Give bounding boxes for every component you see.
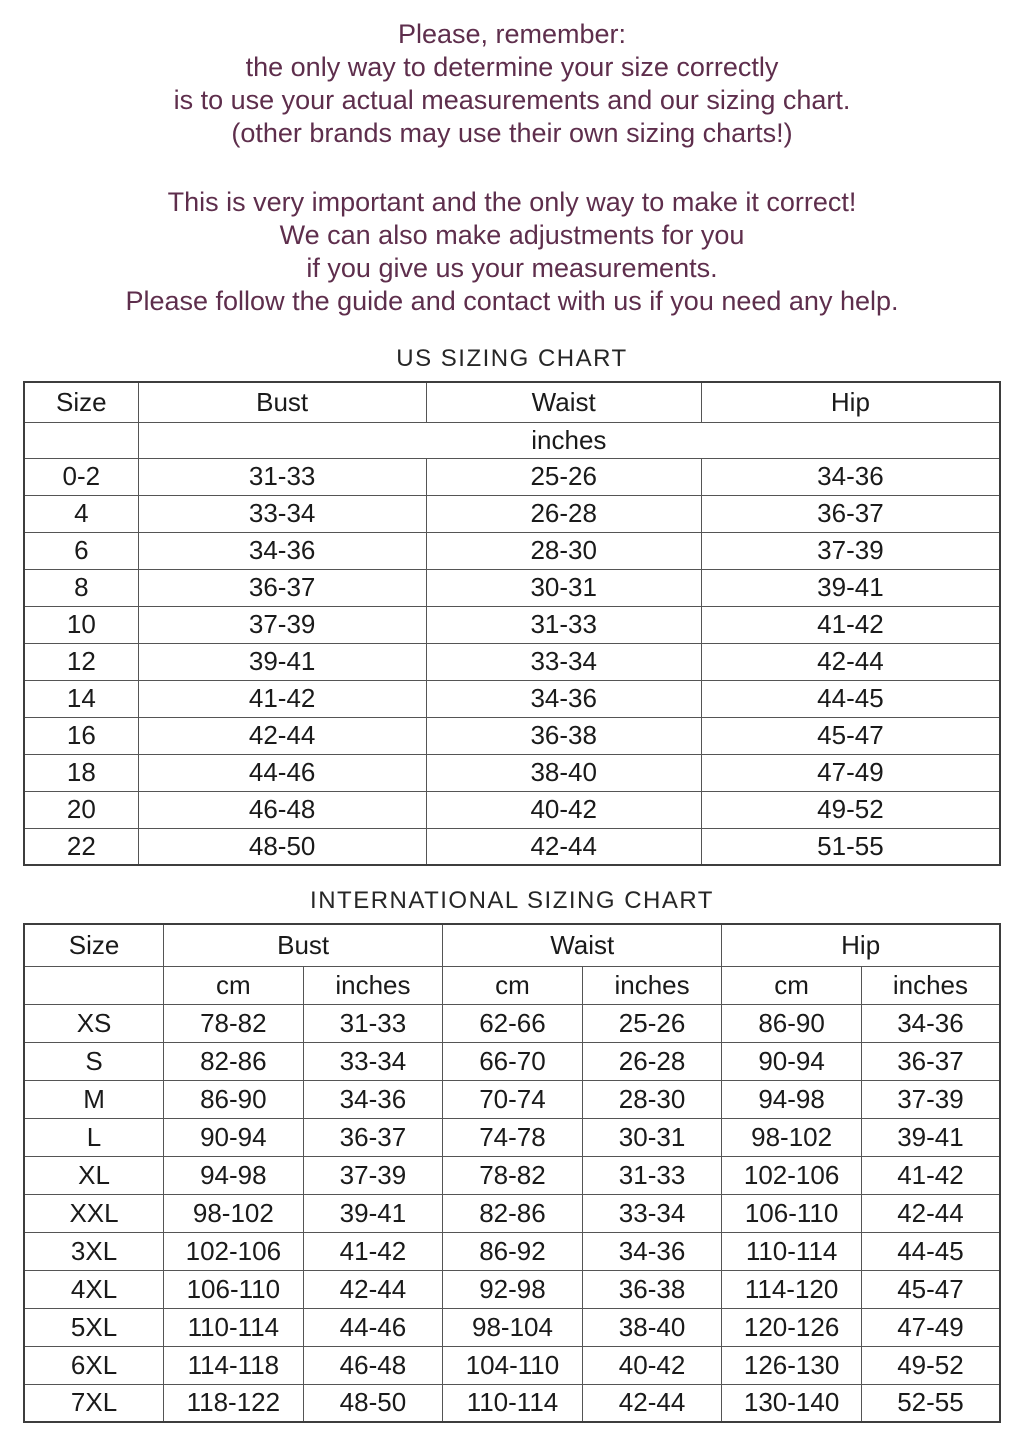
- measurement-cell: 98-104: [443, 1308, 583, 1346]
- size-cell: 6XL: [24, 1346, 164, 1384]
- measurement-cell: 44-46: [138, 754, 426, 791]
- size-cell: 22: [24, 828, 138, 865]
- measurement-cell: 102-106: [722, 1156, 862, 1194]
- column-header-waist: Waist: [443, 924, 722, 966]
- size-cell: L: [24, 1118, 164, 1156]
- measurement-cell: 39-41: [701, 569, 1000, 606]
- us-chart-title: US SIZING CHART: [396, 345, 628, 372]
- units-label-cm: cm: [722, 966, 862, 1004]
- table-row: [24, 1042, 1000, 1080]
- measurement-cell: 28-30: [582, 1080, 722, 1118]
- measurement-cell: 106-110: [722, 1194, 862, 1232]
- table-row: [24, 1308, 1000, 1346]
- table-row: [24, 1384, 1000, 1422]
- measurement-cell: 41-42: [138, 680, 426, 717]
- units-label-inches: inches: [861, 966, 1000, 1004]
- column-header-size: Size: [24, 382, 138, 422]
- intl-sizing-table: [23, 923, 1001, 1423]
- measurement-cell: 90-94: [164, 1118, 304, 1156]
- measurement-cell: 33-34: [426, 643, 701, 680]
- measurement-cell: 78-82: [164, 1004, 304, 1042]
- column-header-bust: Bust: [138, 382, 426, 422]
- measurement-cell: 126-130: [722, 1346, 862, 1384]
- measurement-cell: 110-114: [443, 1384, 583, 1422]
- measurement-cell: 42-44: [426, 828, 701, 865]
- measurement-cell: 44-45: [861, 1232, 1000, 1270]
- column-header-waist: Waist: [426, 382, 701, 422]
- measurement-cell: 34-36: [701, 458, 1000, 495]
- measurement-cell: 114-118: [164, 1346, 304, 1384]
- table-row: [24, 458, 1000, 495]
- measurement-cell: 42-44: [861, 1194, 1000, 1232]
- size-cell: 10: [24, 606, 138, 643]
- table-row: [24, 495, 1000, 532]
- measurement-cell: 94-98: [722, 1080, 862, 1118]
- measurement-cell: 25-26: [582, 1004, 722, 1042]
- size-cell: 7XL: [24, 1384, 164, 1422]
- measurement-cell: 45-47: [701, 717, 1000, 754]
- measurement-cell: 70-74: [443, 1080, 583, 1118]
- measurement-cell: 25-26: [426, 458, 701, 495]
- size-cell: XS: [24, 1004, 164, 1042]
- size-cell: 6: [24, 532, 138, 569]
- size-cell: 3XL: [24, 1232, 164, 1270]
- table-row: [24, 1270, 1000, 1308]
- us-sizing-table: [23, 381, 1001, 866]
- intro-line: (other brands may use their own sizing charts!): [231, 118, 793, 148]
- measurement-cell: 34-36: [426, 680, 701, 717]
- table-row: [24, 1004, 1000, 1042]
- measurement-cell: 114-120: [722, 1270, 862, 1308]
- intro-line: This is very important and the only way to make it correct!: [167, 187, 857, 217]
- measurement-cell: 30-31: [426, 569, 701, 606]
- measurement-cell: 26-28: [426, 495, 701, 532]
- measurement-cell: 39-41: [138, 643, 426, 680]
- measurement-cell: 37-39: [303, 1156, 443, 1194]
- table-row: [24, 1232, 1000, 1270]
- measurement-cell: 37-39: [138, 606, 426, 643]
- table-row: [24, 1080, 1000, 1118]
- measurement-cell: 31-33: [426, 606, 701, 643]
- measurement-cell: 31-33: [138, 458, 426, 495]
- size-cell: M: [24, 1080, 164, 1118]
- measurement-cell: 82-86: [443, 1194, 583, 1232]
- size-cell: 12: [24, 643, 138, 680]
- table-row: [24, 828, 1000, 865]
- intro-line: Please, remember:: [397, 19, 627, 49]
- size-cell: 14: [24, 680, 138, 717]
- measurement-cell: 74-78: [443, 1118, 583, 1156]
- measurement-cell: 110-114: [722, 1232, 862, 1270]
- units-label-inches: inches: [303, 966, 443, 1004]
- measurement-cell: 33-34: [582, 1194, 722, 1232]
- measurement-cell: 40-42: [426, 791, 701, 828]
- intl-table-units-row: [24, 966, 1000, 1004]
- measurement-cell: 30-31: [582, 1118, 722, 1156]
- units-label-cm: cm: [443, 966, 583, 1004]
- measurement-cell: 37-39: [701, 532, 1000, 569]
- table-row: [24, 1194, 1000, 1232]
- units-label: inches: [138, 422, 1000, 458]
- measurement-cell: 110-114: [164, 1308, 304, 1346]
- measurement-cell: 66-70: [443, 1042, 583, 1080]
- measurement-cell: 48-50: [303, 1384, 443, 1422]
- measurement-cell: 47-49: [701, 754, 1000, 791]
- measurement-cell: 78-82: [443, 1156, 583, 1194]
- us-table-units-row: [24, 422, 1000, 458]
- measurement-cell: 34-36: [582, 1232, 722, 1270]
- measurement-cell: 82-86: [164, 1042, 304, 1080]
- measurement-cell: 31-33: [582, 1156, 722, 1194]
- measurement-cell: 98-102: [722, 1118, 862, 1156]
- measurement-cell: 120-126: [722, 1308, 862, 1346]
- table-row: [24, 1346, 1000, 1384]
- measurement-cell: 31-33: [303, 1004, 443, 1042]
- measurement-cell: 41-42: [701, 606, 1000, 643]
- measurement-cell: 36-37: [861, 1042, 1000, 1080]
- column-header-hip: Hip: [722, 924, 1000, 966]
- table-row: [24, 717, 1000, 754]
- measurement-cell: 48-50: [138, 828, 426, 865]
- size-cell: 4: [24, 495, 138, 532]
- measurement-cell: 102-106: [164, 1232, 304, 1270]
- column-header-bust: Bust: [164, 924, 443, 966]
- measurement-cell: 42-44: [138, 717, 426, 754]
- size-cell: S: [24, 1042, 164, 1080]
- intro-paragraph-1: [0, 0, 1024, 150]
- size-cell: XL: [24, 1156, 164, 1194]
- measurement-cell: 36-38: [426, 717, 701, 754]
- intro-paragraph-2: [0, 186, 1024, 318]
- table-row: [24, 1156, 1000, 1194]
- size-cell: 16: [24, 717, 138, 754]
- size-cell: XXL: [24, 1194, 164, 1232]
- measurement-cell: 39-41: [861, 1118, 1000, 1156]
- measurement-cell: 36-37: [138, 569, 426, 606]
- size-cell: 8: [24, 569, 138, 606]
- size-cell: 4XL: [24, 1270, 164, 1308]
- size-cell: 0-2: [24, 458, 138, 495]
- measurement-cell: 36-38: [582, 1270, 722, 1308]
- measurement-cell: 90-94: [722, 1042, 862, 1080]
- measurement-cell: 47-49: [861, 1308, 1000, 1346]
- measurement-cell: 33-34: [303, 1042, 443, 1080]
- measurement-cell: 44-45: [701, 680, 1000, 717]
- measurement-cell: 49-52: [861, 1346, 1000, 1384]
- measurement-cell: 33-34: [138, 495, 426, 532]
- table-row: [24, 643, 1000, 680]
- measurement-cell: 34-36: [861, 1004, 1000, 1042]
- units-label-cm: cm: [164, 966, 304, 1004]
- empty-cell: [24, 966, 164, 1004]
- measurement-cell: 46-48: [138, 791, 426, 828]
- measurement-cell: 40-42: [582, 1346, 722, 1384]
- measurement-cell: 38-40: [426, 754, 701, 791]
- us-table-header-row: [24, 382, 1000, 422]
- measurement-cell: 38-40: [582, 1308, 722, 1346]
- measurement-cell: 45-47: [861, 1270, 1000, 1308]
- table-row: [24, 754, 1000, 791]
- measurement-cell: 26-28: [582, 1042, 722, 1080]
- measurement-cell: 106-110: [164, 1270, 304, 1308]
- table-row: [24, 532, 1000, 569]
- measurement-cell: 41-42: [303, 1232, 443, 1270]
- measurement-cell: 42-44: [701, 643, 1000, 680]
- table-row: [24, 1118, 1000, 1156]
- table-row: [24, 569, 1000, 606]
- measurement-cell: 36-37: [303, 1118, 443, 1156]
- measurement-cell: 41-42: [861, 1156, 1000, 1194]
- measurement-cell: 92-98: [443, 1270, 583, 1308]
- units-label-inches: inches: [582, 966, 722, 1004]
- measurement-cell: 42-44: [303, 1270, 443, 1308]
- measurement-cell: 28-30: [426, 532, 701, 569]
- size-cell: 5XL: [24, 1308, 164, 1346]
- measurement-cell: 98-102: [164, 1194, 304, 1232]
- measurement-cell: 37-39: [861, 1080, 1000, 1118]
- intro-line: the only way to determine your size correctly: [245, 52, 779, 82]
- intro-line: is to use your actual measurements and our sizing chart.: [173, 85, 851, 115]
- measurement-cell: 39-41: [303, 1194, 443, 1232]
- measurement-cell: 44-46: [303, 1308, 443, 1346]
- measurement-cell: 118-122: [164, 1384, 304, 1422]
- measurement-cell: 49-52: [701, 791, 1000, 828]
- table-row: [24, 680, 1000, 717]
- measurement-cell: 42-44: [582, 1384, 722, 1422]
- measurement-cell: 46-48: [303, 1346, 443, 1384]
- intro-line: We can also make adjustments for you: [279, 220, 745, 250]
- measurement-cell: 130-140: [722, 1384, 862, 1422]
- measurement-cell: 94-98: [164, 1156, 304, 1194]
- intl-chart-title: INTERNATIONAL SIZING CHART: [310, 887, 714, 914]
- measurement-cell: 86-90: [722, 1004, 862, 1042]
- column-header-size: Size: [24, 924, 164, 966]
- measurement-cell: 86-92: [443, 1232, 583, 1270]
- intro-line: if you give us your measurements.: [306, 253, 718, 283]
- measurement-cell: 51-55: [701, 828, 1000, 865]
- column-header-hip: Hip: [701, 382, 1000, 422]
- measurement-cell: 52-55: [861, 1384, 1000, 1422]
- measurement-cell: 36-37: [701, 495, 1000, 532]
- table-row: [24, 791, 1000, 828]
- measurement-cell: 62-66: [443, 1004, 583, 1042]
- table-row: [24, 606, 1000, 643]
- measurement-cell: 34-36: [303, 1080, 443, 1118]
- measurement-cell: 34-36: [138, 532, 426, 569]
- measurement-cell: 86-90: [164, 1080, 304, 1118]
- size-cell: 20: [24, 791, 138, 828]
- measurement-cell: 104-110: [443, 1346, 583, 1384]
- intro-line: Please follow the guide and contact with us if you need any help.: [125, 286, 899, 316]
- intl-table-header-row: [24, 924, 1000, 966]
- empty-cell: [24, 422, 138, 458]
- size-cell: 18: [24, 754, 138, 791]
